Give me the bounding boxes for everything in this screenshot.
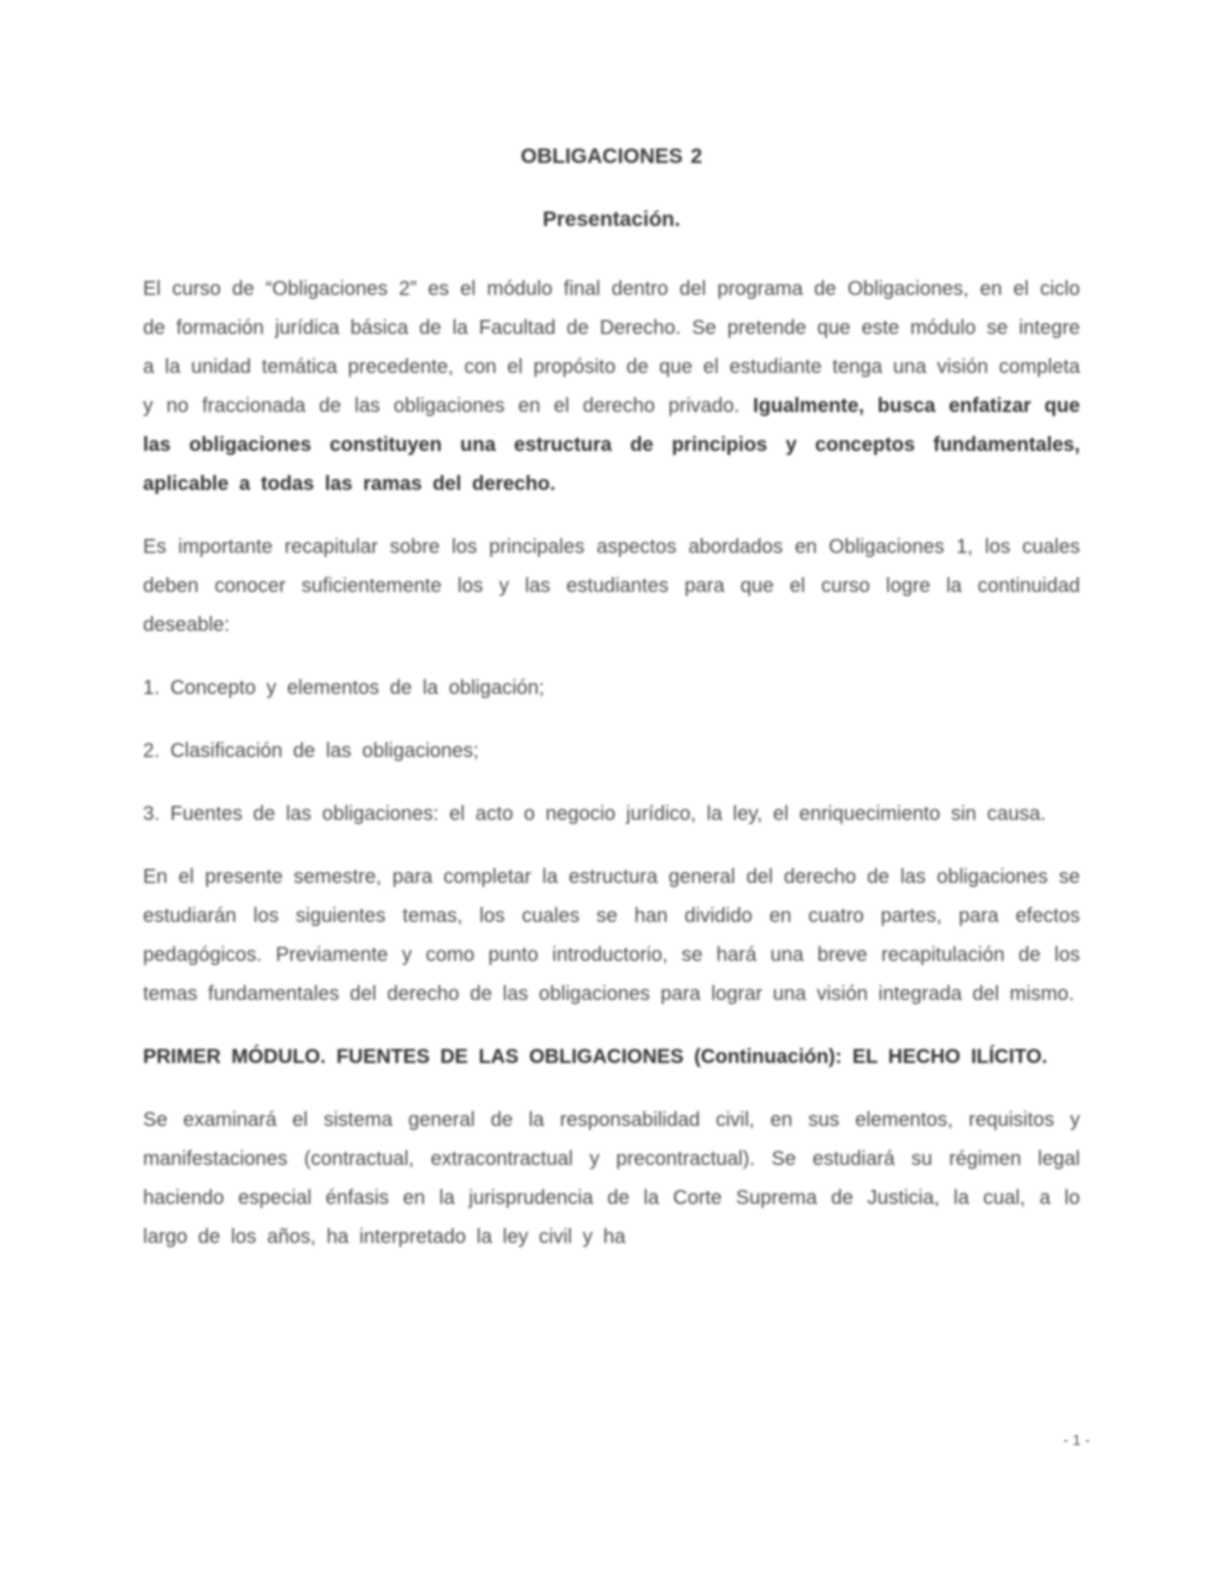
paragraph-intro-normal: El curso de “Obligaciones 2” es el módulo final dentro del programa de Obligaciones, en el ciclo de formación jurídica básica de la Facultad de Derecho. Se pretende que este módulo se integre a la unidad temática precedente, con el propósito de que el estudiante tenga una visión completa y no fraccionada de las obligaciones en el derecho privado. [143,278,1080,417]
paragraph-intro [143,270,1080,504]
list-item-classification: 2. Clasificación de las obligaciones; [143,740,479,762]
list-item-sources: 3. Fuentes de las obligaciones: el acto o negocio jurídico, la ley, el enriquecimiento sin causa. [143,803,1046,825]
list-item-concept: 1. Concepto y elementos de la obligación; [143,677,545,699]
paragraph-module-body: Se examinará el sistema general de la responsabilidad civil, en sus elementos, requisitos y manifestaciones (contractual, extracontractual y precontractual). Se estudiará su régimen legal haciendo especial énfasis en la jurisprudencia de la Corte Suprema de Justicia, la cual, a lo largo de los años, ha interpretado la ley civil y ha [143,1109,1080,1248]
page-number: - 1 - [1063,1432,1090,1449]
document-content [143,137,1080,1281]
paragraph-recap: Es importante recapitular sobre los principales aspectos abordados en Obligaciones 1, los cuales deben conocer suficientemente los y las estudiantes para que el curso logre la continuidad deseable: [143,536,1080,636]
document-subtitle: Presentación. [542,208,681,231]
paragraph-intro-bold: Igualmente, busca enfatizar que las obligaciones constituyen una estructura de principios y conceptos fundamentales, aplicable a todas las ramas del derecho. [143,395,1080,495]
paragraph-semester: En el presente semestre, para completar la estructura general del derecho de las obligaciones se estudiarán los siguientes temas, los cuales se han dividido en cuatro partes, para efectos pedagógicos. Previamente y como punto introductorio, se hará una breve recapitulación de los temas fundamentales del derecho de las obligaciones para lograr una visión integrada del mismo. [143,866,1080,1005]
document-title: OBLIGACIONES 2 [520,145,703,168]
module-heading: PRIMER MÓDULO. FUENTES DE LAS OBLIGACIONES (Continuación): EL HECHO ILÍCITO. [143,1046,1048,1068]
